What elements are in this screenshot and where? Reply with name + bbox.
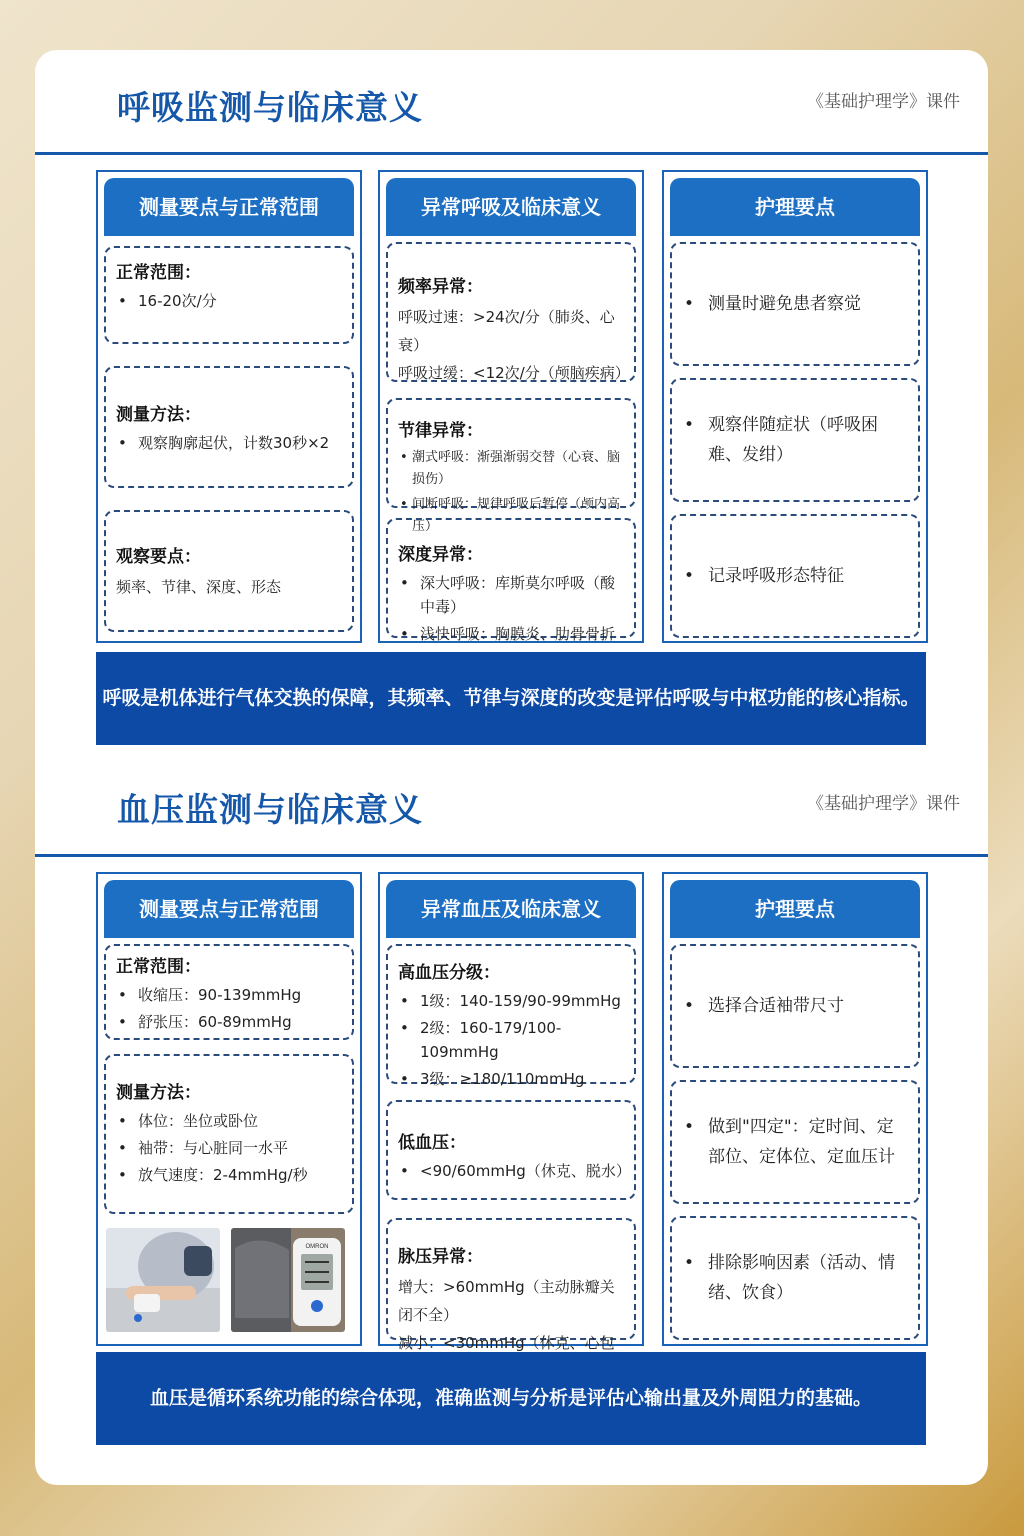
- box-heading: 低血压：: [398, 1133, 466, 1153]
- nursing-column: [662, 872, 928, 1346]
- nursing-point-box: [670, 944, 920, 1068]
- list-item: • 深大呼吸：库斯莫尔呼吸（酸中毒）: [398, 571, 624, 619]
- list-item: • 体位：坐位或卧位: [116, 1109, 342, 1133]
- bp-monitor-photo: [231, 1228, 345, 1332]
- measurement-column: [96, 170, 362, 643]
- summary-banner: 血压是循环系统功能的综合体现，准确监测与分析是评估心输出量及外周阻力的基础。: [96, 1352, 926, 1445]
- box-heading: 观察要点：: [116, 547, 201, 567]
- list-item: • 测量时避免患者察觉: [682, 289, 908, 319]
- respiration-section: [35, 50, 988, 750]
- list-item: • 观察胸廓起伏，计数30秒×2: [116, 431, 342, 455]
- summary-banner: 呼吸是机体进行气体交换的保障，其频率、节律与深度的改变是评估呼吸与中枢功能的核心指标。: [96, 652, 926, 745]
- nursing-column: [662, 170, 928, 643]
- normal-range-box: [104, 246, 354, 344]
- box-heading: 深度异常：: [398, 545, 483, 565]
- list-item: • 3级：≥180/110mmHg: [398, 1067, 624, 1091]
- cuff-measurement-photo: [106, 1228, 220, 1332]
- title-divider: [35, 152, 988, 155]
- box-line: 增大：>60mmHg（主动脉瓣关闭不全）: [398, 1278, 615, 1324]
- abnormal-column: [378, 872, 644, 1352]
- title-divider: [35, 854, 988, 857]
- column-header: 测量要点与正常范围: [104, 880, 354, 938]
- list-item: • 记录呼吸形态特征: [682, 561, 908, 591]
- source-label: 《基础护理学》课件: [807, 92, 960, 112]
- box-line: 减小：<30mmHg（休克、心包: [398, 1334, 615, 1352]
- pulse-pressure-box: [386, 1218, 636, 1352]
- column-header: 异常血压及临床意义: [386, 880, 636, 938]
- box-line: 呼吸过缓：<12次/分（颅脑疾病）: [398, 364, 630, 382]
- rhythm-abnormal-box: [386, 398, 636, 534]
- method-box: [104, 366, 354, 488]
- list-item: • 2级：160-179/100-109mmHg: [398, 1016, 624, 1064]
- column-header: 测量要点与正常范围: [104, 178, 354, 236]
- box-line: 呼吸过速：>24次/分（肺炎、心衰）: [398, 308, 615, 354]
- hypertension-box: [386, 944, 636, 1088]
- box-text: 频率、节律、深度、形态: [116, 578, 282, 596]
- list-item: • 1级：140-159/90-99mmHg: [398, 989, 624, 1013]
- box-heading: 频率异常：: [398, 277, 483, 297]
- abnormal-column: [378, 170, 644, 643]
- normal-range-box: [104, 944, 354, 1040]
- source-label: 《基础护理学》课件: [807, 794, 960, 814]
- measurement-column: [96, 872, 362, 1346]
- list-item: • <90/60mmHg（休克、脱水）: [398, 1159, 624, 1183]
- column-header: 护理要点: [670, 880, 920, 938]
- list-item: • 观察伴随症状（呼吸困难、发绀）: [682, 410, 908, 470]
- list-item: • 舒张压：60-89mmHg: [116, 1010, 342, 1034]
- nursing-point-box: [670, 1216, 920, 1340]
- nursing-point-box: [670, 1080, 920, 1204]
- list-item: • 选择合适袖带尺寸: [682, 991, 908, 1021]
- blood-pressure-section: [35, 752, 988, 1485]
- list-item: • 潮式呼吸：渐强渐弱交替（心衰、脑损伤）: [398, 447, 624, 491]
- rate-abnormal-box: [386, 242, 636, 382]
- column-header: 护理要点: [670, 178, 920, 236]
- method-box: [104, 1054, 354, 1214]
- depth-abnormal-box: [386, 518, 636, 643]
- list-item: • 袖带：与心脏同一水平: [116, 1136, 342, 1160]
- box-heading: 正常范围：: [116, 957, 201, 977]
- box-heading: 正常范围：: [116, 263, 201, 283]
- observation-box: [104, 510, 354, 632]
- column-header: 异常呼吸及临床意义: [386, 178, 636, 236]
- box-heading: 脉压异常：: [398, 1247, 483, 1267]
- list-item: • 浅快呼吸：胸膜炎、肋骨骨折: [398, 622, 624, 646]
- hypotension-box: [386, 1100, 636, 1200]
- box-heading: 节律异常：: [398, 421, 483, 441]
- box-heading: 测量方法：: [116, 1083, 201, 1103]
- list-item: • 收缩压：90-139mmHg: [116, 983, 342, 1007]
- list-item: • 做到"四定"：定时间、定部位、定体位、定血压计: [682, 1112, 908, 1172]
- list-item: • 放气速度：2-4mmHg/秒: [116, 1163, 342, 1187]
- list-item: • 排除影响因素（活动、情绪、饮食）: [682, 1248, 908, 1308]
- list-item: • 16-20次/分: [116, 289, 342, 313]
- monitor-brand: OMRON: [305, 1244, 329, 1250]
- section-title: 血压监测与临床意义: [117, 790, 423, 829]
- nursing-point-box: [670, 514, 920, 638]
- nursing-point-box: [670, 378, 920, 502]
- list-item: • 间断呼吸：规律呼吸后暂停（颅内高压）: [398, 494, 624, 538]
- section-title: 呼吸监测与临床意义: [117, 88, 423, 127]
- box-heading: 高血压分级：: [398, 963, 500, 983]
- nursing-point-box: [670, 242, 920, 366]
- box-heading: 测量方法：: [116, 405, 201, 425]
- content-card: [35, 50, 988, 1485]
